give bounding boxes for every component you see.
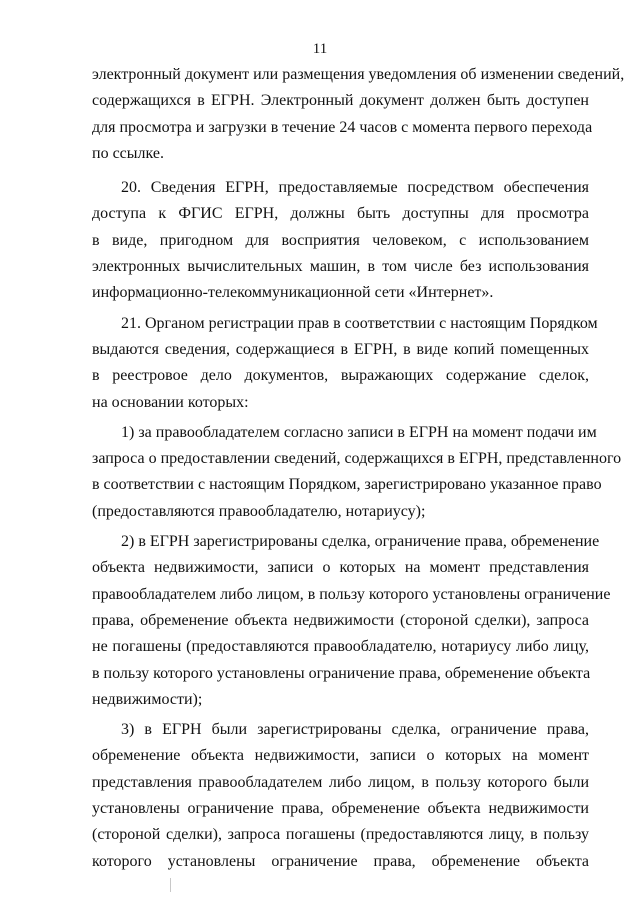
text-line: для просмотра и загрузки в течение 24 часов с момента первого перехода: [92, 118, 593, 136]
text-line: объекта недвижимости, записи о которых на момент представления: [92, 559, 589, 577]
text-line: (стороной сделки), запроса погашены (предоставляются лицу, в пользу: [92, 826, 589, 844]
text-line: по ссылке.: [92, 144, 164, 162]
text-line: 20. Сведения ЕГРН, предоставляемые посредством обеспечения: [121, 179, 589, 197]
text-line: запроса о предоставлении сведений, содержащихся в ЕГРН, представленного: [92, 450, 622, 468]
document-body: [92, 62, 625, 875]
text-line: которого установлены ограничение права, обременение объекта: [92, 852, 589, 870]
text-line: установлены ограничение права, обременение объекта недвижимости: [92, 800, 589, 818]
text-line: представления правообладателем либо лицом, в пользу которого были: [92, 773, 589, 791]
paragraph-subitem-3: [92, 717, 589, 875]
text-line: права, обременение объекта недвижимости (стороной сделки), запроса: [92, 611, 589, 629]
text-line: в пользу которого установлены ограничение права, обременение объекта: [92, 664, 591, 682]
text-line: 2) в ЕГРН зарегистрированы сделка, ограничение права, обременение: [121, 533, 600, 551]
paragraph-item-20: [92, 175, 589, 306]
text-line: на основании которых:: [92, 393, 249, 411]
text-line: 3) в ЕГРН были зарегистрированы сделка, ограничение права,: [121, 721, 589, 739]
text-line: доступа к ФГИС ЕГРН, должны быть доступны для просмотра: [92, 205, 589, 223]
text-line: в соответствии с настоящим Порядком, зарегистрировано указанное право: [92, 476, 602, 494]
scan-artifact: [170, 878, 171, 892]
text-line: недвижимости);: [92, 690, 203, 708]
text-line: правообладателем либо лицом, в пользу которого установлены ограничение: [92, 585, 611, 603]
paragraph-continuation: [92, 62, 625, 167]
text-line: 21. Органом регистрации прав в соответствии с настоящим Порядком: [121, 314, 598, 332]
text-line: (предоставляются правообладателю, нотариусу);: [92, 502, 426, 520]
text-line: в реестровое дело документов, выражающих содержание сделок,: [92, 367, 589, 385]
text-line: содержащихся в ЕГРН. Электронный документ должен быть доступен: [92, 92, 589, 110]
text-line: 1) за правообладателем согласно записи в ЕГРН на момент подачи им: [121, 423, 597, 441]
paragraph-subitem-1: [92, 420, 622, 525]
text-line: обременение объекта недвижимости, записи о которых на момент: [92, 747, 589, 765]
text-line: информационно-телекоммуникационной сети «Интернет».: [92, 284, 494, 302]
page-number: 11: [312, 41, 328, 57]
text-line: электронных вычислительных машин, в том числе без использования: [92, 258, 589, 276]
text-line: не погашены (предоставляются правообладателю, нотариусу либо лицу,: [92, 638, 589, 656]
text-line: выдаются сведения, содержащиеся в ЕГРН, в виде копий помещенных: [92, 340, 589, 358]
paragraph-item-21: [92, 311, 598, 416]
text-line: в виде, пригодном для восприятия человеком, с использованием: [92, 231, 589, 249]
paragraph-subitem-2: [92, 529, 611, 713]
text-line: электронный документ или размещения уведомления об изменении сведений,: [92, 66, 625, 83]
